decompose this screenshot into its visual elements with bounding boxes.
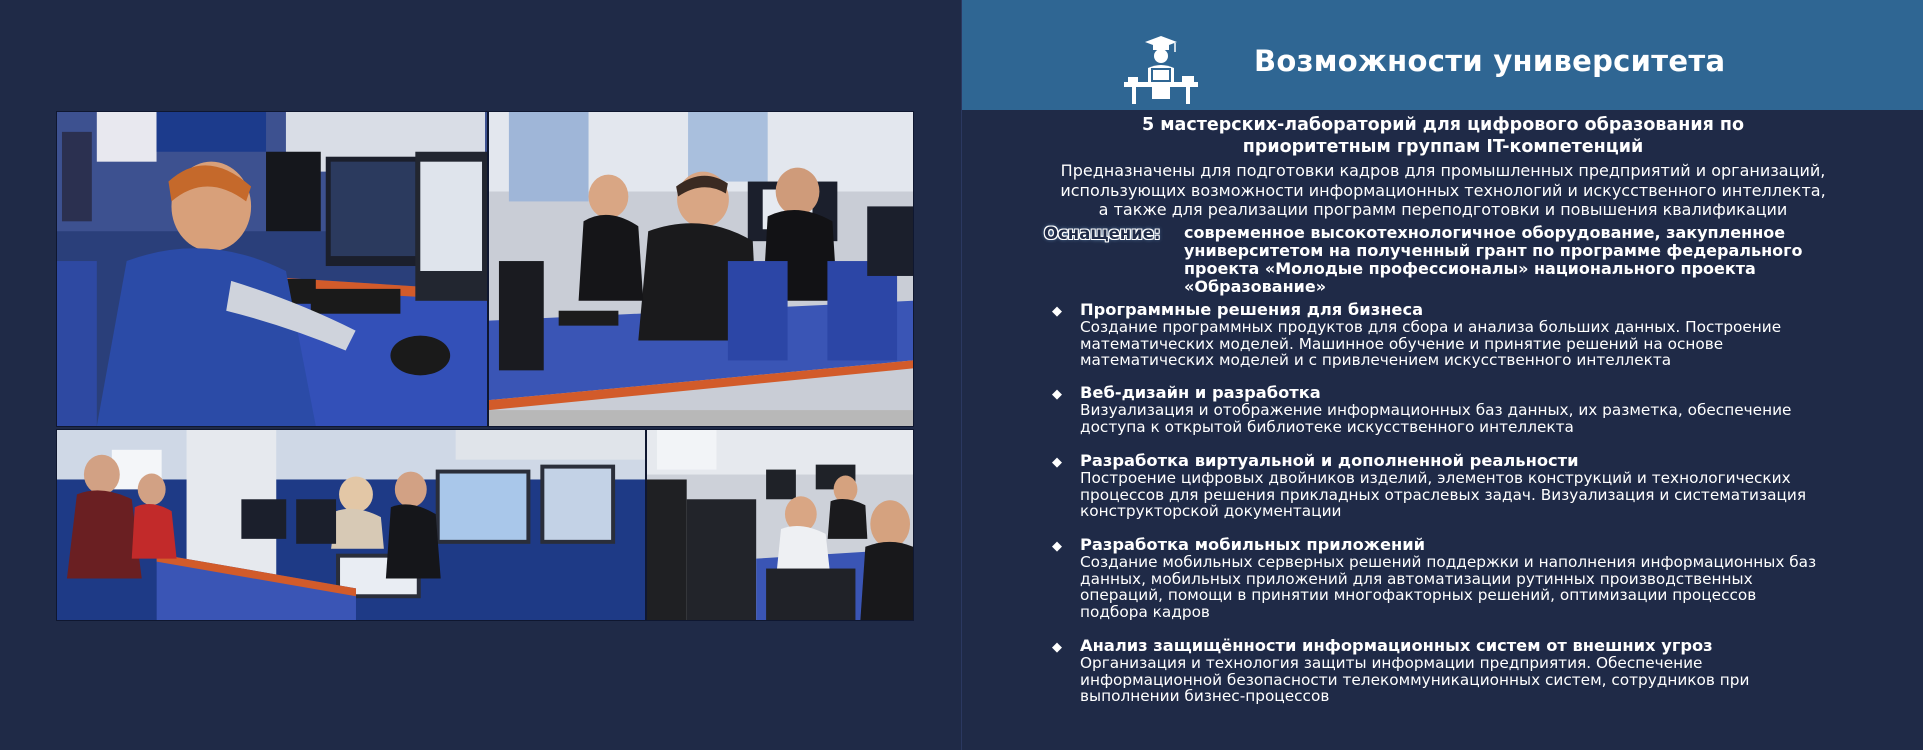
feature-description [1080, 402, 1791, 435]
feature-description-line: математических моделей. Машинное обучение и принятие решений на основе [1080, 334, 1724, 353]
feature-description [1080, 470, 1806, 520]
feature-description-line: Построение цифровых двойников изделий, элементов конструкций и технологических [1080, 469, 1791, 487]
lab-photo-student-keyboard [56, 111, 488, 427]
feature-title: Программные решения для бизнеса [1080, 300, 1424, 319]
feature-description-line: процессов для решения прикладных отраслевых задач. Визуализация и систематизация [1080, 485, 1807, 504]
feature-description-line: математических моделей и с привлечением искусственного интеллекта [1080, 351, 1672, 370]
feature-description-line: операций, помощи в принятии многофакторных решений, оптимизации процессов [1080, 586, 1757, 605]
feature-description [1080, 554, 1816, 621]
section-heading-line: приоритетным группам IT-компетенций [1242, 137, 1644, 157]
lab-photo-vr-screens [56, 429, 646, 621]
feature-description-line: данных, мобильных приложений для автоматизации рутинных производственных [1080, 569, 1753, 588]
feature-description-line: Организация и технология защиты информации предприятия. Обеспечение [1080, 654, 1703, 672]
diamond-bullet-icon: ◆ [1052, 539, 1062, 554]
feature-title: Разработка виртуальной и дополненной реальности [1080, 451, 1579, 470]
equipment-text-line: современное высокотехнологичное оборудование, закупленное [1184, 223, 1786, 242]
feature-item-mobile-apps [1046, 537, 1816, 621]
feature-description-line: подбора кадров [1080, 603, 1210, 622]
diamond-bullet-icon: ◆ [1052, 304, 1062, 319]
equipment-label: Оснащение: [1044, 224, 1161, 243]
feature-description-line: доступа к открытой библиотеке искусственного интеллекта [1080, 417, 1574, 436]
feature-description-line: Визуализация и отображение информационных баз данных, их разметка, обеспечение [1080, 401, 1792, 419]
feature-item-web-design [1046, 385, 1791, 435]
diamond-bullet-icon: ◆ [1052, 387, 1062, 402]
section-description-line: а также для реализации программ переподготовки и повышения квалификации [1098, 200, 1788, 219]
feature-description [1080, 655, 1749, 705]
feature-title: Разработка мобильных приложений [1080, 535, 1426, 554]
feature-description-line: Создание программных продуктов для сбора и анализа больших данных. Построение [1080, 318, 1782, 336]
equipment-text-line: университетом на полученный грант по программе федерального [1184, 241, 1803, 260]
section-description-line: Предназначены для подготовки кадров для промышленных предприятий и организаций, [1060, 161, 1826, 180]
feature-title: Анализ защищённости информационных систем от внешних угроз [1080, 636, 1713, 655]
photo-collage-panel [0, 0, 961, 750]
section-heading-line: 5 мастерских-лабораторий для цифрового образования по [1141, 115, 1745, 135]
feature-description-line: конструкторской документации [1080, 502, 1342, 521]
feature-description-line: информационной безопасности телекоммуникационных систем, сотрудников при [1080, 670, 1750, 689]
diamond-bullet-icon: ◆ [1052, 640, 1062, 655]
section-description-line: использующих возможности информационных технологий и искусственного интеллекта, [1060, 180, 1826, 200]
section-description [1002, 161, 1884, 220]
lab-photo-classroom [488, 111, 914, 427]
section-heading [1002, 114, 1884, 158]
feature-item-vr-ar [1046, 453, 1806, 520]
feature-item-business-software [1046, 302, 1781, 369]
header-bar [962, 0, 1923, 110]
feature-title: Веб-дизайн и разработка [1080, 383, 1321, 402]
feature-description [1080, 319, 1781, 369]
feature-description-line: Создание мобильных серверных решений поддержки и наполнения информационных баз [1080, 553, 1817, 571]
university-capabilities-panel [961, 0, 1923, 750]
teacher-at-computer-icon [1122, 32, 1200, 106]
diamond-bullet-icon: ◆ [1052, 455, 1062, 470]
equipment-text-line: «Образование» [1184, 277, 1327, 296]
equipment-text-line: проекта «Молодые профессионалы» национального проекта [1184, 259, 1756, 278]
lab-photo-monitors-row [646, 429, 914, 621]
equipment-text [1184, 224, 1884, 296]
feature-item-security-analysis [1046, 638, 1749, 705]
page-title: Возможности университета [1254, 44, 1726, 78]
feature-description-line: выполнении бизнес-процессов [1080, 687, 1330, 706]
